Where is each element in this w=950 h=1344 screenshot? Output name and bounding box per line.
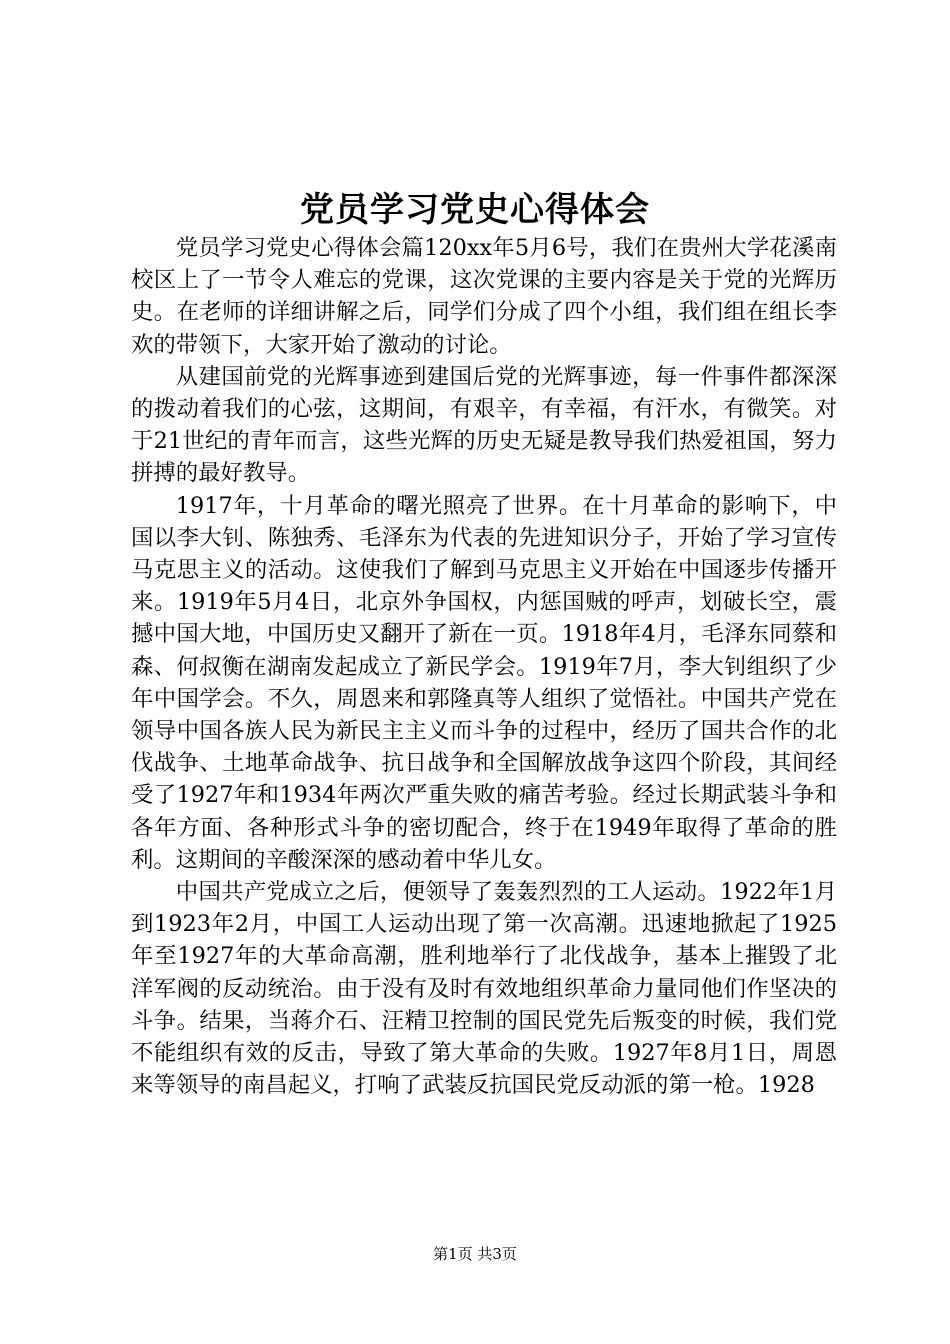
document-body (131, 232, 837, 1101)
paragraph-1: 党员学习党史心得体会篇120xx年5月6号，我们在贵州大学花溪南校区上了一节令人难忘的党课，这次党课的主要内容是关于党的光辉历史。在老师的详细讲解之后，同学们分成了四个小组，我们组在组长李欢的带领下，大家开始了激动的讨论。 (131, 235, 837, 358)
paragraph-4: 中国共产党成立之后，便领导了轰轰烈烈的工人运动。1922年1月到1923年2月，中国工人运动出现了第一次高潮。迅速地掀起了1925年至1927年的大革命高潮，胜利地举行了北伐战争，基本上摧毁了北洋军阀的反动统治。由于没有及时有效地组织革命力量同他们作坚决的斗争。结果，当蒋介石、汪精卫控制的国民党先后叛变的时候，我们党不能组织有效的反击，导致了第大革命的失败。1927年8月1日，周恩来等领导的南昌起义，打响了武装反抗国民党反动派的第一枪。1928 (131, 879, 837, 1099)
page-footer: 第1页 共3页 (433, 1245, 517, 1263)
page-title: 党员学习党史心得体会 (300, 190, 650, 230)
paragraph-3: 1917年，十月革命的曙光照亮了世界。在十月革命的影响下，中国以李大钊、陈独秀、毛泽东为代表的先进知识分子，开始了学习宣传马克思主义的活动。这使我们了解到马克思主义开始在中国逐步传播开来。1919年5月4日，北京外争国权，内惩国贼的呼声，划破长空，震撼中国大地，中国历史又翻开了新在一页。1918年4月，毛泽东同蔡和森、何叔衡在湖南发起成立了新民学会。1919年7月，李大钊组织了少年中国学会。不久，周恩来和郭隆真等人组织了觉悟社。中国共产党在领导中国各族人民为新民主主义而斗争的过程中，经历了国共合作的北伐战争、土地革命战争、抗日战争和全国解放战争这四个阶段，其间经受了1927年和1934年两次严重失败的痛苦考验。经过长期武装斗争和各年方面、各种形式斗争的密切配合，终于在1949年取得了革命的胜利。这期间的辛酸深深的感动着中华儿女。 (131, 492, 837, 873)
paragraph-2: 从建国前党的光辉事迹到建国后党的光辉事迹，每一件事件都深深的拨动着我们的心弦，这期间，有艰辛，有幸福，有汗水，有微笑。对于21世纪的青年而言，这些光辉的历史无疑是教导我们热爱祖国，努力拼搏的最好教导。 (131, 363, 837, 487)
